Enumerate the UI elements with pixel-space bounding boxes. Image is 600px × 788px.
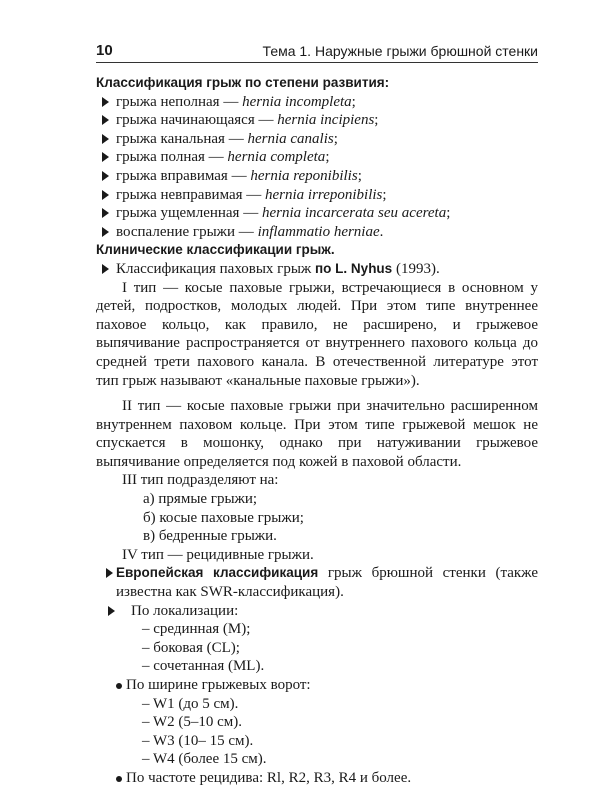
page-header — [96, 40, 538, 63]
triangle-bullet-icon — [108, 606, 115, 616]
section-heading-clinical: Клинические классификации грыж. — [96, 242, 335, 258]
type2-paragraph: II тип — косые паховые грыжи при значительно расширенном внутреннем паховом кольце. При этом типе грыжевой мешок не спускается в мошонку, однако при натуживании грыжевое выпячивание определяется под кожей в паховой области. — [96, 398, 538, 470]
nyhus-item: Классификация паховых грыж по L. Nyhus (1993). — [96, 260, 538, 279]
list-item: грыжа невправимая — hernia irreponibilis; — [96, 186, 538, 205]
localization-item: По локализации: — [96, 602, 538, 621]
list-item: грыжа вправимая — hernia reponibilis; — [96, 167, 538, 186]
width-subitem: – W4 (более 15 см). — [142, 751, 267, 768]
width-subitem: – W3 (10– 15 см). — [142, 732, 254, 749]
localization-subitem: – срединная (M); — [142, 621, 251, 638]
list-item: грыжа начинающаяся — hernia incipiens; — [96, 111, 538, 130]
list-item: грыжа канальная — hernia canalis; — [96, 130, 538, 149]
type3-intro: III тип подразделяют на: — [122, 472, 279, 489]
european-title: Европейская классификация — [116, 565, 319, 581]
list-item: грыжа неполная — hernia incompleta; — [96, 93, 538, 112]
localization-subitem: – боковая (CL); — [142, 639, 240, 656]
triangle-bullet-icon — [102, 208, 109, 218]
round-bullet-icon — [116, 683, 122, 689]
triangle-bullet-icon — [102, 190, 109, 200]
list-item: воспаление грыжи — inflammatio herniae. — [96, 223, 538, 242]
width-item: По ширине грыжевых ворот: — [96, 676, 538, 695]
triangle-bullet-icon — [102, 115, 109, 125]
round-bullet-icon — [116, 776, 122, 782]
triangle-bullet-icon — [102, 227, 109, 237]
page-number: 10 — [96, 42, 113, 59]
page-body — [96, 74, 538, 788]
triangle-bullet-icon — [102, 171, 109, 181]
type3-item: б) косые паховые грыжи; — [143, 509, 304, 526]
type4-paragraph: IV тип — рецидивные грыжи. — [122, 546, 314, 563]
triangle-bullet-icon — [102, 134, 109, 144]
triangle-bullet-icon — [102, 97, 109, 107]
localization-subitem: – сочетанная (ML). — [142, 658, 265, 675]
development-list — [96, 93, 538, 242]
list-item: грыжа ущемленная — hernia incarcerata seu acereta; — [96, 204, 538, 223]
type3-item: а) прямые грыжи; — [143, 491, 258, 508]
type1-paragraph: I тип — косые паховые грыжи, встречающиеся в основном у детей, подростков, молодых людей. При этом типе внутреннее паховое кольцо, как правило, не расширено, и грыжевое выпячивание распространяется от внутреннего пахового кольца до средней трети пахового канала. В отечественной литературе этот тип грыж называют «канальные паховые грыжи»). — [96, 279, 538, 389]
triangle-bullet-icon — [102, 264, 109, 274]
width-subitem: – W1 (до 5 см). — [142, 695, 239, 712]
width-subitem: – W2 (5–10 см). — [142, 714, 243, 731]
list-item: грыжа полная — hernia completa; — [96, 148, 538, 167]
triangle-bullet-icon — [106, 568, 113, 578]
european-item: Европейская классификация грыж брюшной стенки (также известна как SWR-классификация). — [96, 564, 538, 601]
running-title: Тема 1. Наружные грыжи брюшной стенки — [262, 43, 538, 59]
recurrence-item: По частоте рецидива: Rl, R2, R3, R4 и более. — [96, 769, 538, 788]
nyhus-author: по L. Nyhus — [315, 260, 393, 276]
triangle-bullet-icon — [102, 152, 109, 162]
section-heading-development: Классификация грыж по степени развития: — [96, 75, 390, 90]
type3-item: в) бедренные грыжи. — [143, 528, 277, 545]
